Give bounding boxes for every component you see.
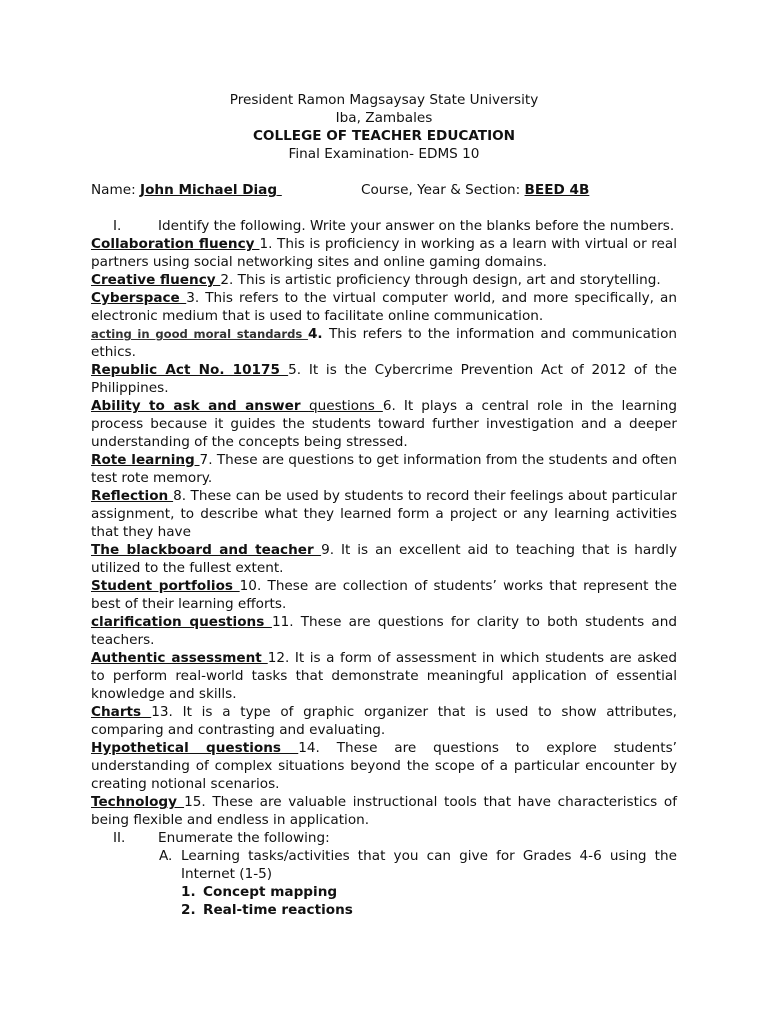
item-number: 7.	[199, 452, 217, 468]
item-number: 6.	[382, 398, 404, 414]
item-number: 15.	[184, 794, 213, 810]
item-number: 1.	[259, 236, 278, 252]
item-number: 4.	[307, 326, 329, 342]
item-description: These are collection of students’ works that represent the best of their learning efforts.	[91, 578, 677, 612]
item-number: 5.	[288, 362, 309, 378]
identification-item	[91, 235, 677, 271]
identification-item	[91, 271, 677, 289]
item-description: These are questions for clarity to both students and teachers.	[91, 614, 677, 648]
item-description: This is proficiency in working as a learn with virtual or real partners using social networking sites and online gaming domains.	[91, 236, 677, 270]
item-description: It is an excellent aid to teaching that is hardly utilized to the fullest extent.	[91, 542, 678, 576]
enumeration-text: Concept mapping	[203, 884, 338, 900]
item-number: 11.	[271, 614, 301, 630]
item-answer: Authentic assessment	[91, 650, 268, 666]
part-1-text: Identify the following. Write your answer on the blanks before the numbers.	[158, 218, 675, 234]
item-number: 14.	[298, 740, 337, 756]
exam-title: Final Examination- EDMS 10	[288, 146, 480, 162]
identification-item	[91, 325, 677, 361]
item-description: It is a form of assessment in which students are asked to perform real-world tasks that demonstrate meaningful application of essential knowledge and skills.	[91, 650, 677, 702]
university-name: President Ramon Magsaysay State University	[229, 92, 539, 108]
item-answer: The blackboard and teacher	[91, 542, 322, 558]
university-location: Iba, Zambales	[335, 110, 433, 126]
course-year-section	[361, 181, 589, 199]
item-number: 9.	[321, 542, 341, 558]
identification-item	[91, 793, 677, 829]
enumeration-text: Real-time reactions	[203, 902, 353, 918]
enumeration-number: 2.	[181, 902, 196, 918]
enumeration-number: 1.	[181, 884, 196, 900]
item-number: 8.	[173, 488, 191, 504]
item-description: These are valuable instructional tools that have characteristics of being flexible and endless in application.	[91, 794, 677, 828]
enumeration-item	[91, 901, 677, 919]
part-1-instruction	[91, 217, 677, 235]
college-name: COLLEGE OF TEACHER EDUCATION	[252, 128, 516, 144]
item-answer: Cyberspace	[91, 290, 187, 306]
identification-item	[91, 361, 677, 397]
name-label: Name:	[91, 182, 136, 198]
sub-letter: A.	[159, 848, 173, 864]
item-description: These are questions to explore students’ understanding of complex situations beyond the scope of a particular encounter by creating notional scenarios.	[91, 740, 677, 792]
identification-item	[91, 613, 677, 649]
item-answer-extra: questions	[308, 398, 383, 414]
item-description: It plays a central role in the learning process because it guides the students toward further investigation and a deeper understanding of the concepts being stressed.	[91, 398, 677, 450]
item-number: 10.	[239, 578, 268, 594]
item-description: This is artistic proficiency through design, art and storytelling.	[237, 272, 661, 288]
identification-item	[91, 289, 677, 325]
item-answer: Rote learning	[91, 452, 200, 468]
enumeration-answers	[91, 883, 677, 919]
enumeration-item	[91, 883, 677, 901]
item-answer: Ability to ask and answer	[91, 398, 309, 414]
identification-item	[91, 577, 677, 613]
item-answer: acting in good moral standards	[91, 327, 308, 341]
item-description: These are questions to get information from the students and often test rote memory.	[91, 452, 678, 486]
item-answer: Collaboration fluency	[91, 236, 260, 252]
sub-text: Learning tasks/activities that you can give for Grades 4-6 using the Internet (1-5)	[181, 848, 677, 882]
student-info-line	[91, 181, 677, 199]
item-number: 2.	[220, 272, 238, 288]
identification-item	[91, 703, 677, 739]
part-2-sub-a	[91, 847, 677, 883]
cys-value: BEED 4B	[524, 182, 590, 198]
identification-item	[91, 541, 677, 577]
item-description: This refers to the information and communication ethics.	[91, 326, 678, 360]
exam-document	[91, 91, 677, 919]
part-2-instruction	[91, 829, 677, 847]
identification-item	[91, 487, 677, 541]
part-2-text: Enumerate the following:	[158, 830, 330, 846]
identification-item	[91, 451, 677, 487]
item-answer: Republic Act No. 10175	[91, 362, 289, 378]
cys-label: Course, Year & Section:	[361, 182, 521, 198]
item-number: 12.	[267, 650, 295, 666]
item-answer: Technology	[91, 794, 185, 810]
item-answer: Reflection	[91, 488, 174, 504]
identification-item	[91, 397, 677, 451]
item-number: 13.	[151, 704, 183, 720]
identification-item	[91, 649, 677, 703]
student-name: John Michael Diag	[140, 182, 278, 198]
item-description: These can be used by students to record their feelings about particular assignment, to describe what they learned form a project or any learning activities that they have	[91, 488, 677, 540]
identification-items	[91, 235, 677, 829]
identification-item	[91, 739, 677, 793]
item-number: 3.	[186, 290, 206, 306]
item-answer: Hypothetical questions	[91, 740, 299, 756]
item-description: This refers to the virtual computer world, and more specifically, an electronic medium that is used to facilitate online communication.	[91, 290, 677, 324]
item-description: It is a type of graphic organizer that is used to show attributes, comparing and contrasting and evaluating.	[91, 704, 677, 738]
part-1-numeral: I.	[113, 218, 122, 234]
part-2-numeral: II.	[113, 830, 126, 846]
item-answer: Charts	[91, 704, 152, 720]
item-answer: Student portfolios	[91, 578, 240, 594]
item-answer: Creative fluency	[91, 272, 221, 288]
item-answer: clarification questions	[91, 614, 272, 630]
item-description: It is the Cybercrime Prevention Act of 2012 of the Philippines.	[91, 362, 678, 396]
